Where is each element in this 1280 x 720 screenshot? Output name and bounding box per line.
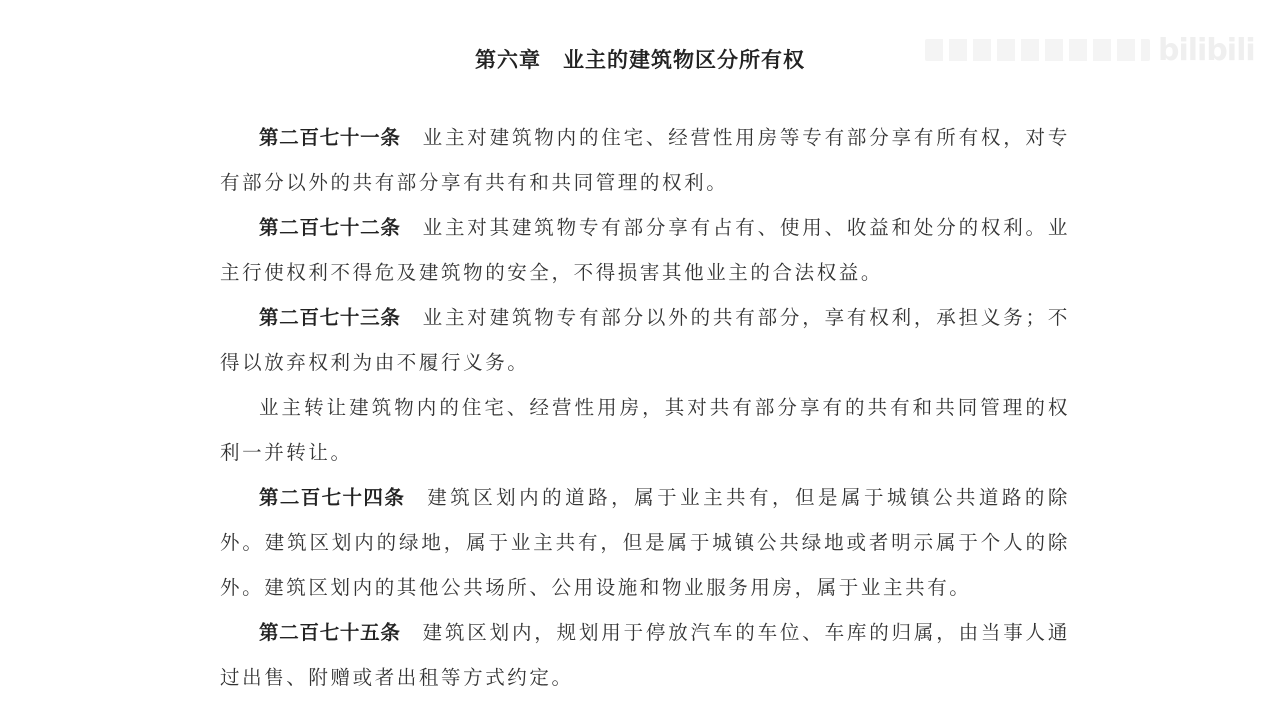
- article-273: [220, 295, 1070, 385]
- article-number: 第二百七十三条: [259, 306, 401, 329]
- article-text: 业主对建筑物内的住宅、经营性用房等专有部分享有所有权，对专有部分以外的共有部分享有共有和共同管理的权利。: [220, 126, 1070, 194]
- article-number: 第二百七十一条: [259, 126, 401, 149]
- article-text: 建筑区划内，规划用于停放汽车的车位、车库的归属，由当事人通过出售、附赠或者出租等方式约定。: [220, 621, 1070, 689]
- article-272: [220, 205, 1070, 295]
- article-text: 建筑区划内的道路，属于业主共有，但是属于城镇公共道路的除外。建筑区划内的绿地，属于业主共有，但是属于城镇公共绿地或者明示属于个人的除外。建筑区划内的其他公共场所、公用设施和物业服务用房，属于业主共有。: [220, 486, 1070, 599]
- document-body: [220, 115, 1070, 700]
- article-275: [220, 610, 1070, 700]
- bilibili-logo-icon: bilibili: [1158, 32, 1255, 68]
- article-274: [220, 475, 1070, 610]
- article-number: 第二百七十五条: [259, 621, 401, 644]
- article-273-paragraph-2: 业主转让建筑物内的住宅、经营性用房，其对共有部分享有的共有和共同管理的权利一并转让。: [220, 396, 1070, 464]
- chapter-title: 第六章 业主的建筑物区分所有权: [475, 48, 805, 73]
- article-text: 业主对其建筑物专有部分享有占有、使用、收益和处分的权利。业主行使权利不得危及建筑物的安全，不得损害其他业主的合法权益。: [220, 216, 1070, 284]
- article-271: [220, 115, 1070, 205]
- article-text: 业主对建筑物专有部分以外的共有部分，享有权利，承担义务；不得以放弃权利为由不履行义务。: [220, 306, 1070, 374]
- article-number: 第二百七十四条: [259, 486, 406, 509]
- article-number: 第二百七十二条: [259, 216, 401, 239]
